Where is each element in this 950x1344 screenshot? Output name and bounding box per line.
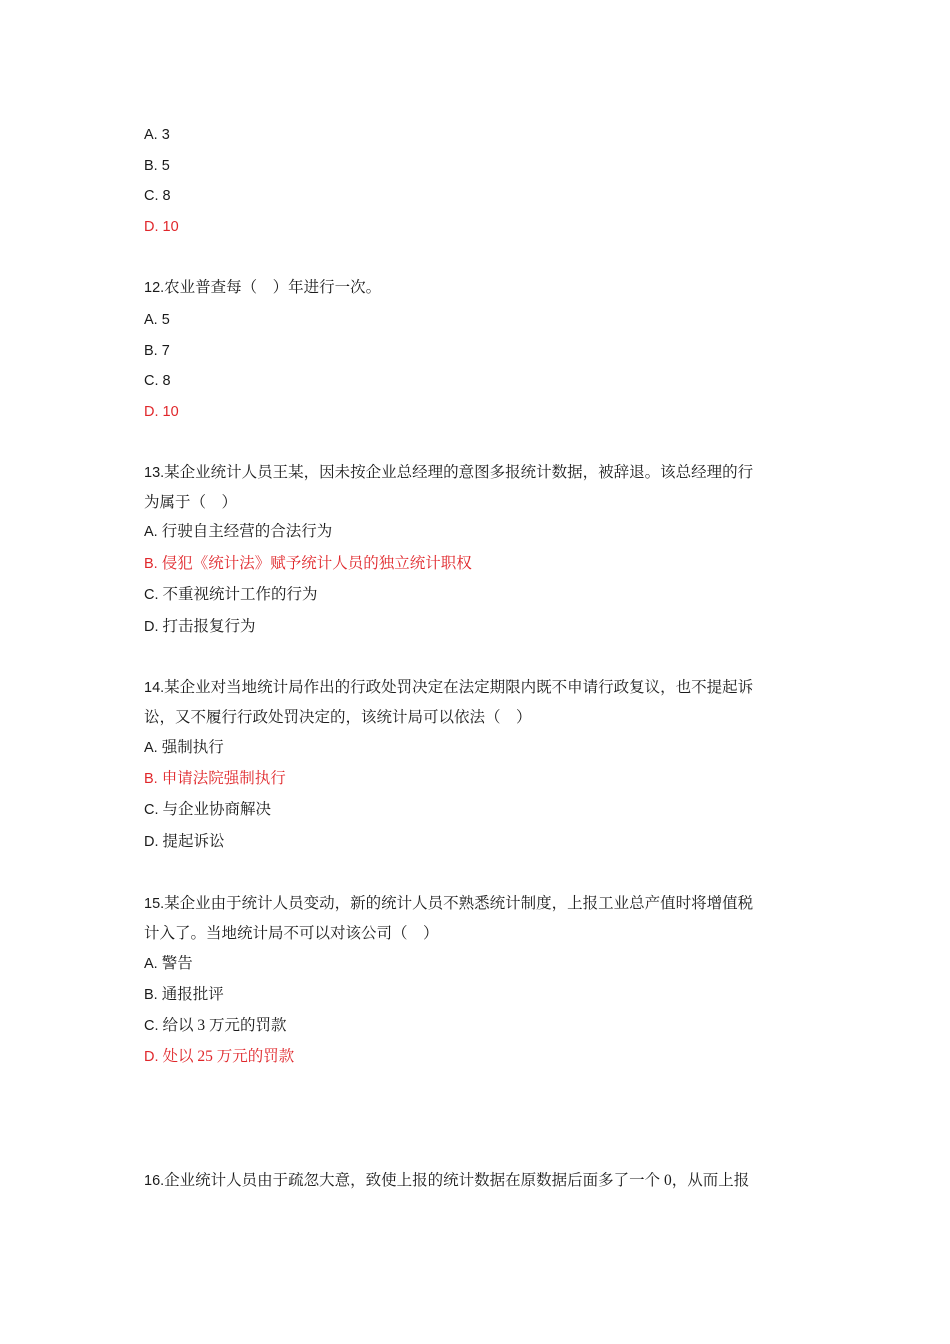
q14-option-b-answer: B. 申请法院强制执行 xyxy=(144,770,286,787)
q15-option-b: B. 通报批评 xyxy=(144,986,224,1003)
q14-option-c: C. 与企业协商解决 xyxy=(144,801,272,818)
q12-option-b: B. 7 xyxy=(144,343,170,359)
question-15-cont: 计入了。当地统计局不可以对该公司（ ） xyxy=(144,925,439,942)
option-b: B. 5 xyxy=(144,158,170,174)
q14-option-d: D. 提起诉讼 xyxy=(144,833,225,850)
q15-option-a: A. 警告 xyxy=(144,955,193,972)
option-c: C. 8 xyxy=(144,188,171,204)
q12-option-a: A. 5 xyxy=(144,312,170,328)
question-13: 13.某企业统计人员王某，因未按企业总经理的意图多报统计数据，被辞退。该总经理的行 xyxy=(144,464,754,481)
option-a: A. 3 xyxy=(144,127,170,143)
question-12: 12.农业普查每（ ）年进行一次。 xyxy=(144,279,382,296)
question-14: 14.某企业对当地统计局作出的行政处罚决定在法定期限内既不申请行政复议，也不提起诉 xyxy=(144,679,754,696)
q14-option-a: A. 强制执行 xyxy=(144,739,224,756)
q15-option-d-answer: D. 处以 25 万元的罚款 xyxy=(144,1048,295,1065)
q15-option-c: C. 给以 3 万元的罚款 xyxy=(144,1017,287,1034)
q12-option-c: C. 8 xyxy=(144,373,171,389)
question-14-cont: 讼，又不履行行政处罚决定的，该统计局可以依法（ ） xyxy=(144,709,532,726)
question-16: 16.企业统计人员由于疏忽大意，致使上报的统计数据在原数据后面多了一个 0，从而上报 xyxy=(144,1172,750,1189)
q13-option-a: A. 行驶自主经营的合法行为 xyxy=(144,523,333,540)
q13-option-c: C. 不重视统计工作的行为 xyxy=(144,586,318,603)
q12-option-d-answer: D. 10 xyxy=(144,404,179,420)
option-d-answer: D. 10 xyxy=(144,219,179,235)
question-15: 15.某企业由于统计人员变动，新的统计人员不熟悉统计制度，上报工业总产值时将增值税 xyxy=(144,895,754,912)
q13-option-b-answer: B. 侵犯《统计法》赋予统计人员的独立统计职权 xyxy=(144,555,472,572)
question-13-cont: 为属于（ ） xyxy=(144,494,238,511)
q13-option-d: D. 打击报复行为 xyxy=(144,618,256,635)
